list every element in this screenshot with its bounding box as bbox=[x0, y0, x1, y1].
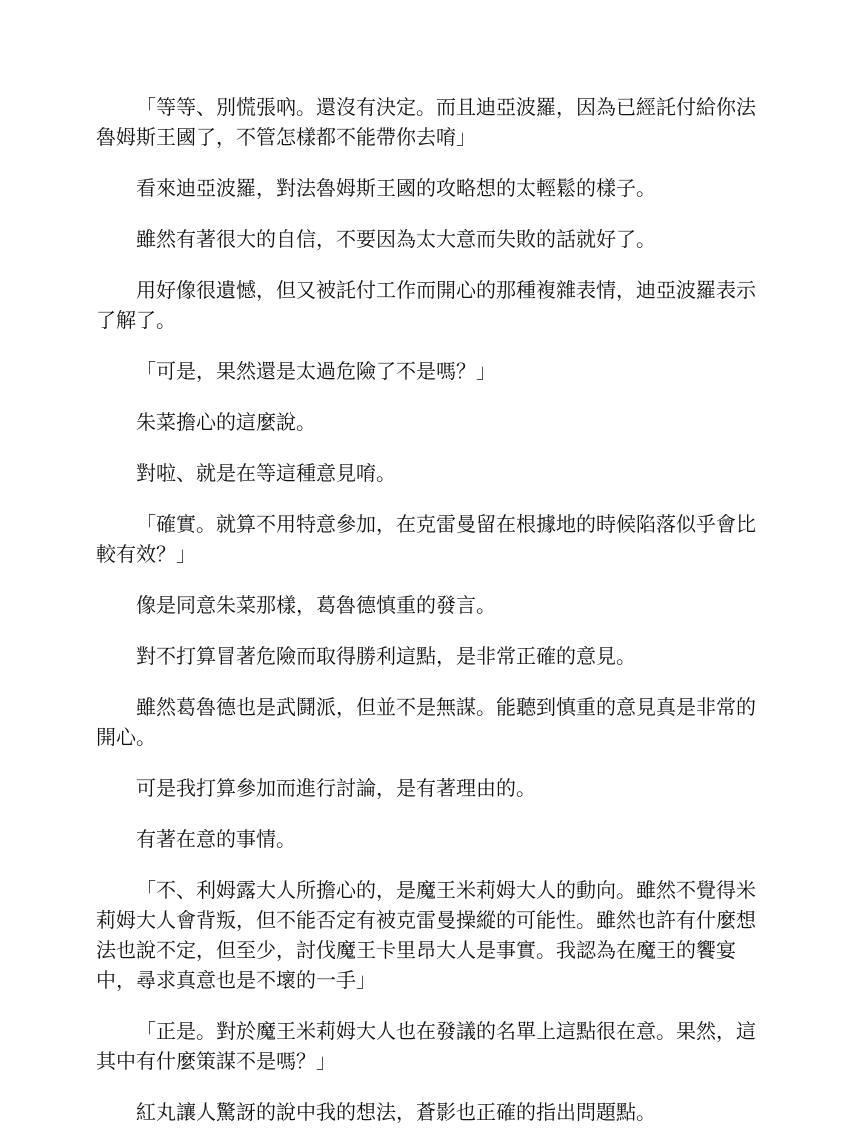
paragraph: 「不、利姆露大人所擔心的，是魔王米莉姆大人的動向。雖然不覺得米莉姆大人會背叛，但不能否定有被克雷曼操縱的可能性。雖然也許有什麼想法也說不定，但至少，討伐魔王卡里昂大人是事實。我認為在魔王的饗宴中，尋求真意也是不壞的一手」 bbox=[96, 878, 756, 992]
paragraph: 朱菜擔心的這麼說。 bbox=[136, 410, 316, 434]
paragraph: 用好像很遺憾，但又被託付工作而開心的那種複雜表情，迪亞波羅表示了解了。 bbox=[96, 278, 756, 332]
paragraph: 雖然葛魯德也是武鬪派，但並不是無謀。能聽到慎重的意見真是非常的開心。 bbox=[96, 695, 756, 749]
paragraph: 紅丸讓人驚訝的說中我的想法，蒼影也正確的指出問題點。 bbox=[136, 1100, 656, 1124]
paragraph: 有著在意的事情。 bbox=[136, 827, 296, 851]
paragraph: 像是同意朱菜那樣，葛魯德慎重的發言。 bbox=[136, 593, 496, 617]
paragraph: 雖然有著很大的自信，不要因為太大意而失敗的話就好了。 bbox=[136, 227, 656, 251]
paragraph: 看來迪亞波羅，對法魯姆斯王國的攻略想的太輕鬆的樣子。 bbox=[136, 176, 656, 200]
paragraph: 「確實。就算不用特意參加，在克雷曼留在根據地的時候陷落似乎會比較有效？」 bbox=[96, 512, 756, 566]
paragraph: 「正是。對於魔王米莉姆大人也在發議的名單上這點很在意。果然，這其中有什麼策謀不是嗎？」 bbox=[96, 1019, 756, 1073]
paragraph: 對不打算冒著危險而取得勝利這點，是非常正確的意見。 bbox=[136, 644, 636, 668]
document-body bbox=[96, 92, 756, 1148]
paragraph: 對啦、就是在等這種意見唷。 bbox=[136, 461, 396, 485]
paragraph: 「可是，果然還是太過危險了不是嗎？」 bbox=[136, 359, 496, 383]
paragraph: 「等等、別慌張吶。還沒有決定。而且迪亞波羅，因為已經託付給你法魯姆斯王國了，不管怎樣都不能帶你去唷」 bbox=[96, 95, 756, 149]
paragraph: 可是我打算參加而進行討論，是有著理由的。 bbox=[136, 776, 536, 800]
